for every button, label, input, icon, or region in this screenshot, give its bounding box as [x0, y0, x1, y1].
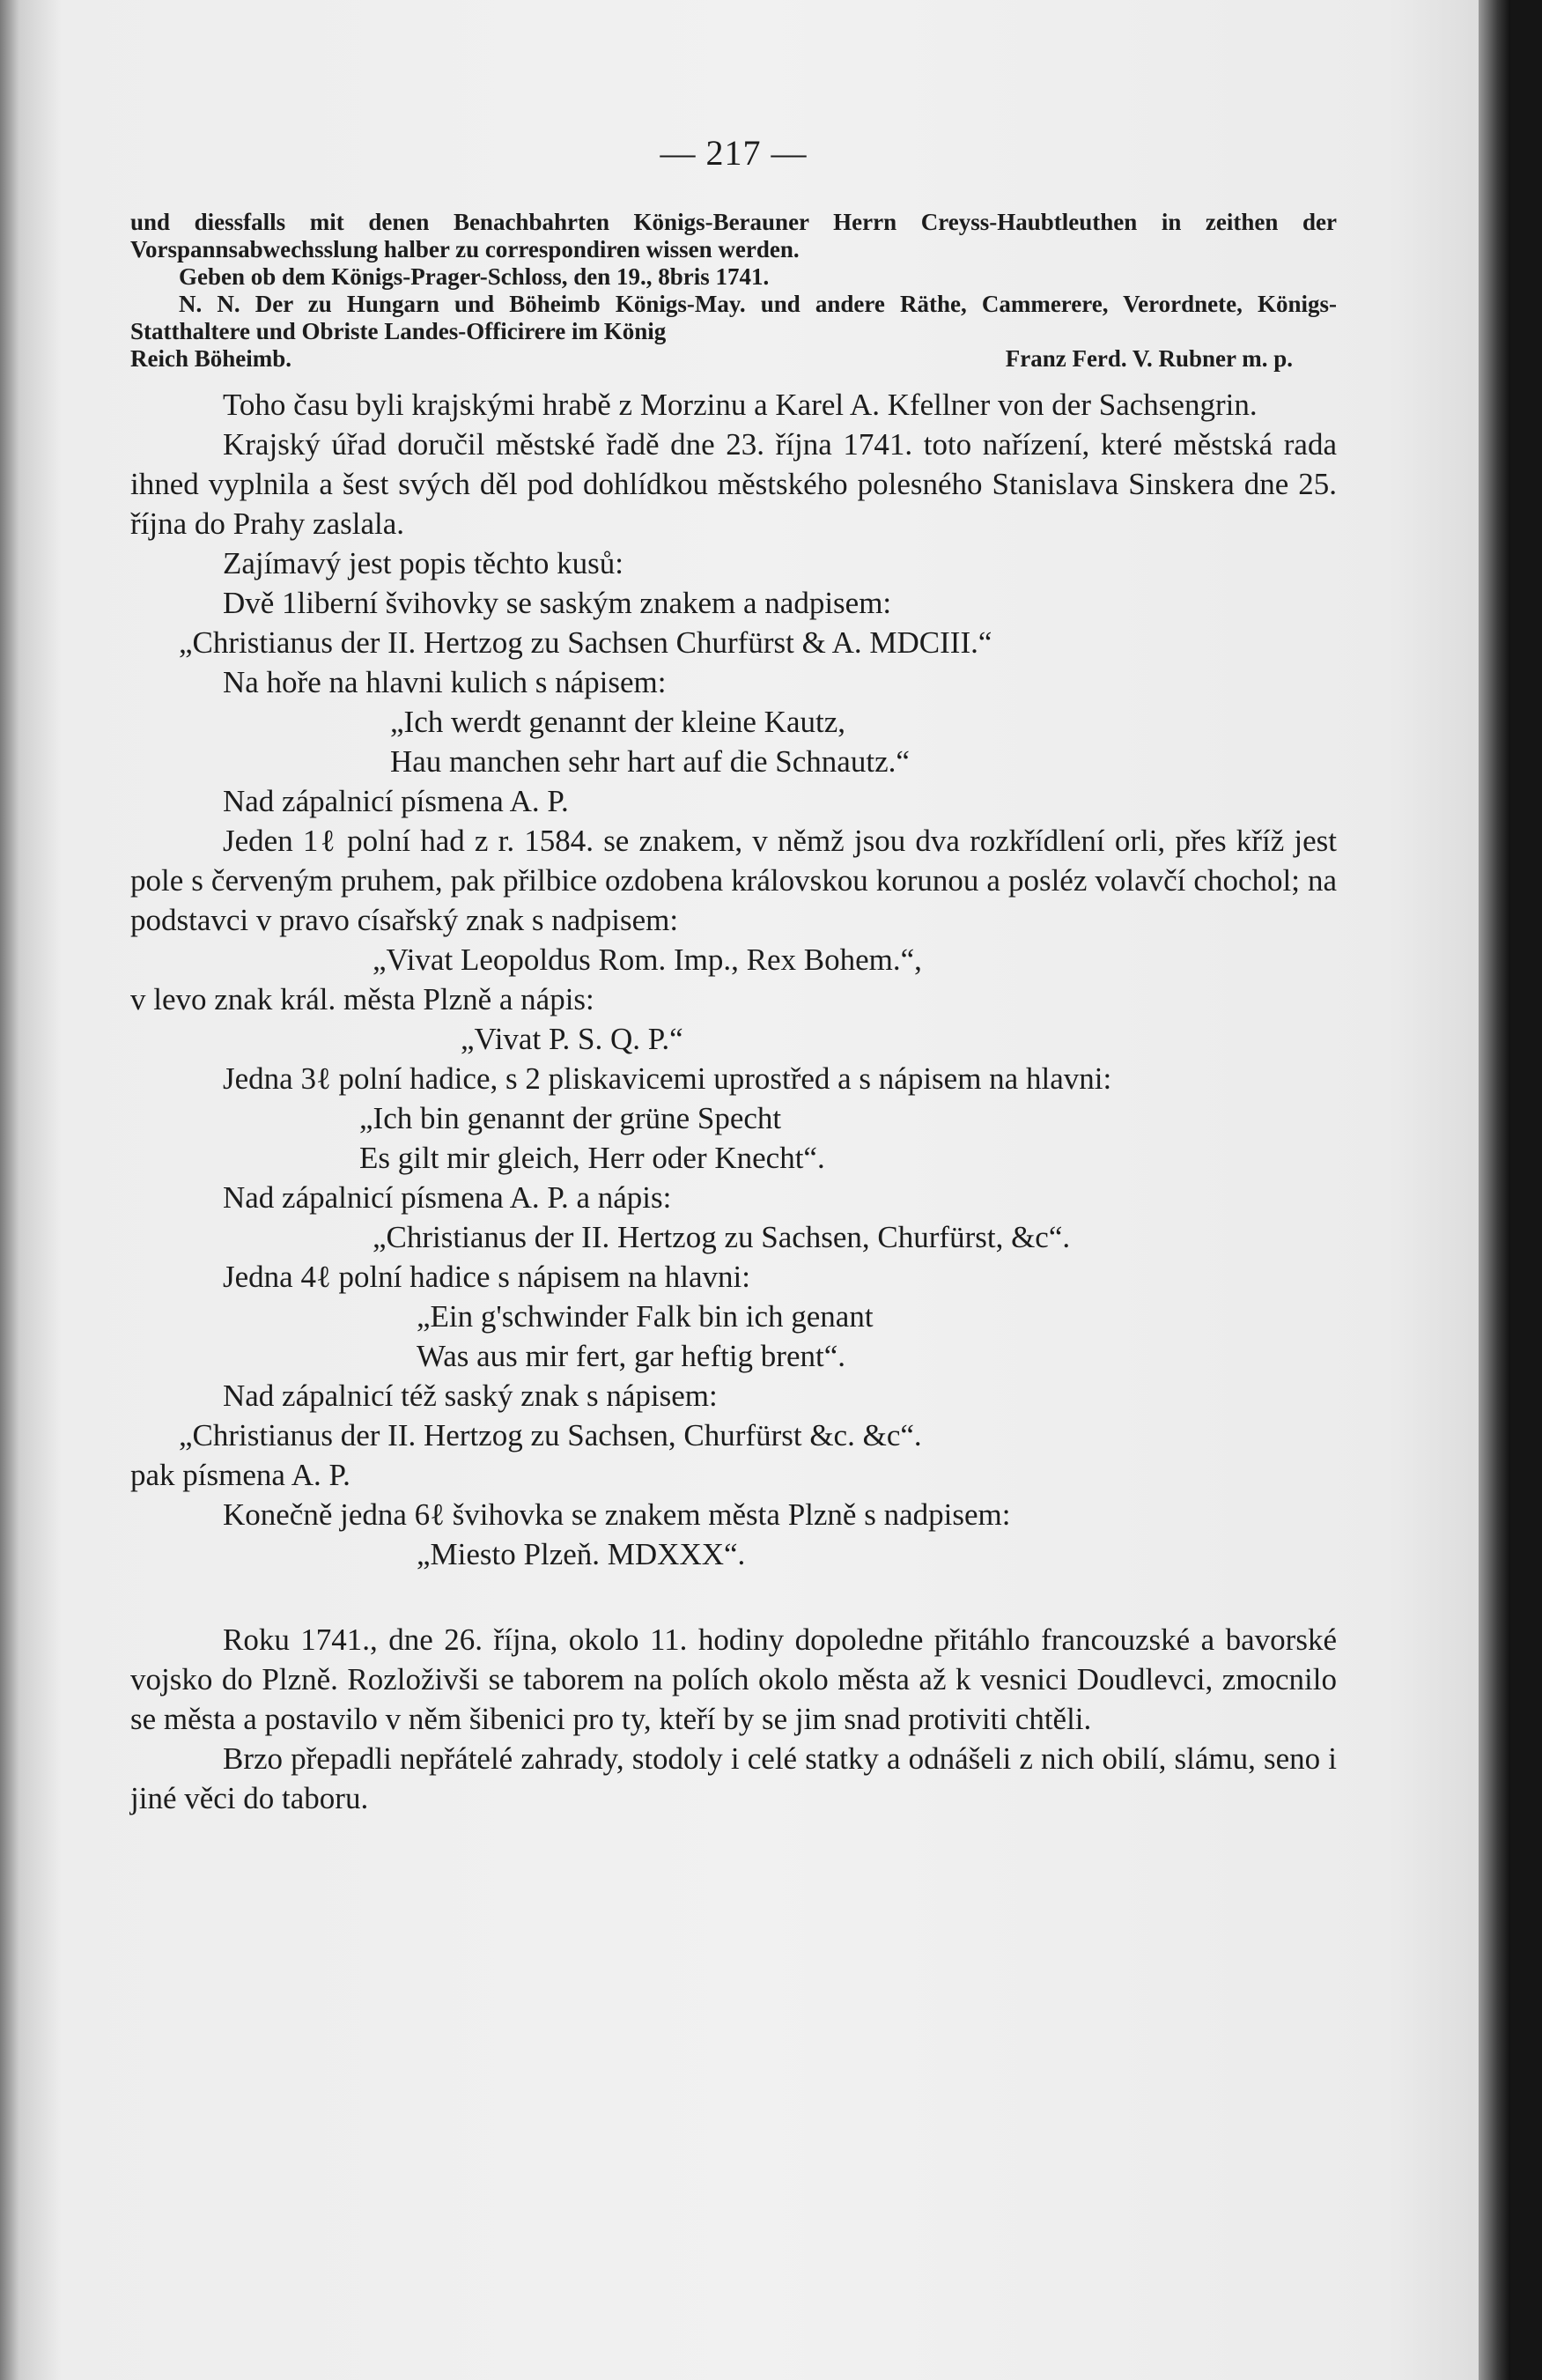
page-number: — 217 — [660, 133, 808, 173]
paragraph: pak písmena A. P. [130, 1458, 350, 1492]
inscription-line: „Ein g'schwinder Falk bin ich genant [417, 1299, 874, 1334]
inscription-line: „Ich werdt genannt der kleine Kautz, [390, 705, 845, 739]
notice-addressee: N. N. Der zu Hungarn und Böheimb Königs-May. und andere Räthe, Cammerere, Verordnete, Königs-Statthaltere und Obriste Landes-Officirere im König [130, 291, 1337, 344]
inscription-line: „Christianus der II. Hertzog zu Sachsen, Churfürst &c. &c“. [179, 1418, 922, 1452]
inscription-line: Es gilt mir gleich, Herr oder Knecht“. [359, 1141, 825, 1175]
inscription-line: Was aus mir fert, gar heftig brent“. [417, 1339, 845, 1373]
paragraph: Krajský úřad doručil městské řadě dne 23. října 1741. toto nařízení, které městská rada ihned vyplnila a šest svých děl pod dohlídkou městského polesného Stanislava Sinskera dne 25. října do Prahy zaslala. [130, 427, 1337, 541]
inscription-line: „Christianus der II. Hertzog zu Sachsen, Churfürst, &c“. [373, 1220, 1071, 1254]
paragraph: v levo znak král. města Plzně a nápis: [130, 982, 594, 1016]
notice-text: und diessfalls mit denen Benachbahrten Königs-Berauner Herrn Creyss-Haubtleuthen in zeithen der Vorspannsabwechsslung halber zu correspondiren wissen werden. [130, 209, 1337, 262]
inscription-line: „Vivat P. S. Q. P.“ [461, 1022, 683, 1056]
inscription-line: Hau manchen sehr hart auf die Schnautz.“ [390, 744, 910, 779]
inscription-line: „Christianus der II. Hertzog zu Sachsen Churfürst & A. MDCIII.“ [179, 625, 992, 660]
section-gap [130, 1574, 1337, 1620]
paragraph: Jedna 3ℓ polní hadice, s 2 pliskavicemi uprostřed a s nápisem na hlavni: [223, 1061, 1112, 1096]
paragraph: Na hoře na hlavni kulich s nápisem: [223, 665, 667, 699]
paragraph: Konečně jedna 6ℓ švihovka se znakem města Plzně s nadpisem: [223, 1497, 1011, 1532]
german-notice [130, 209, 1337, 373]
notice-signature-left: Reich Böheimb. [130, 345, 292, 372]
notice-signature-right: Franz Ferd. V. Rubner m. p. [1005, 345, 1293, 372]
notice-date-line: Geben ob dem Königs-Prager-Schloss, den 19., 8bris 1741. [179, 263, 770, 290]
page-edge-shadow [1479, 0, 1510, 2380]
body-text [130, 385, 1337, 1818]
inscription-line: „Vivat Leopoldus Rom. Imp., Rex Bohem.“, [373, 942, 922, 977]
paragraph: Toho času byli krajskými hrabě z Morzinu a Karel A. Kfellner von der Sachsengrin. [223, 388, 1258, 422]
paragraph: Nad zápalnicí písmena A. P. [223, 784, 569, 818]
paragraph: Brzo přepadli nepřátelé zahrady, stodoly i celé statky a odnášeli z nich obilí, slámu, seno i jiné věci do taboru. [130, 1741, 1337, 1815]
inscription-line: „Ich bin genannt der grüne Specht [359, 1101, 782, 1135]
paragraph: Dvě 1liberní švihovky se saským znakem a nadpisem: [223, 586, 892, 620]
notice-signature-row [130, 345, 1337, 373]
paragraph: Jeden 1ℓ polní had z r. 1584. se znakem, v němž jsou dva rozkřídlení orli, přes kříž jest pole s červeným pruhem, pak přilbice ozdobena královskou korunou a posléz volavčí chochol; na podstavci v pravo císařský znak s nadpisem: [130, 824, 1337, 937]
paragraph: Nad zápalnicí též saský znak s nápisem: [223, 1378, 718, 1413]
paragraph: Nad zápalnicí písmena A. P. a nápis: [223, 1180, 672, 1215]
inscription-line: „Miesto Plzeň. MDXXX“. [417, 1537, 746, 1571]
paragraph: Roku 1741., dne 26. října, okolo 11. hodiny dopoledne přitáhlo francouzské a bavorské vojsko do Plzně. Rozloživši se taborem na polích okolo města až k vesnici Doudlevci, zmocnilo se města a postavilo v něm šibenici pro ty, kteří by se jim snad protiviti chtěli. [130, 1622, 1337, 1736]
paragraph: Zajímavý jest popis těchto kusů: [223, 546, 623, 580]
paragraph: Jedna 4ℓ polní hadice s nápisem na hlavni: [223, 1260, 750, 1294]
page-content [130, 132, 1337, 1818]
